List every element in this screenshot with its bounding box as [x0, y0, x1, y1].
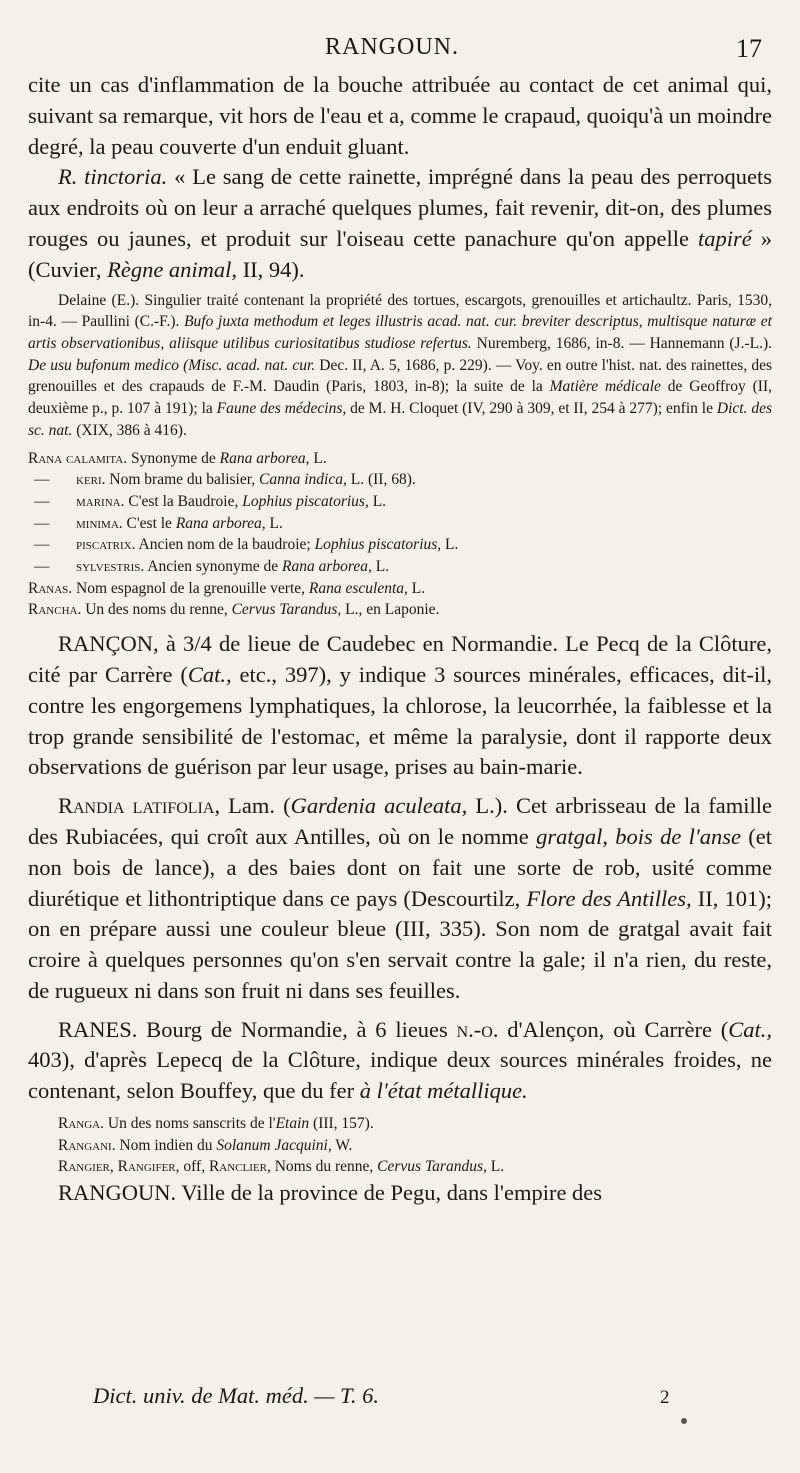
list-item: Rancha. Un des noms du renne, Cervus Tarandus, L., en Laponie.	[28, 601, 440, 619]
rana-entries	[28, 448, 772, 622]
list-item: Ranga. Un des noms sanscrits de l'Etain (III, 157).	[58, 1115, 374, 1133]
entry-rancon: RANÇON, à 3/4 de lieue de Caudebec en Normandie. Le Pecq de la Clôture, cité par Carrère (Cat., etc., 397), y indique 3 sources minérales, efficaces, dit-il, contre les engorgemens lymphatiques, la chlorose, la leucorrhée, la faiblesse et la trop grande sensibilité de l'estomac, et même la paralysie, dont il rapporte deux observations de guérison par leur usage, prises au bain-marie.	[28, 631, 772, 780]
list-item: Rana calamita. Synonyme de Rana arborea, L.	[28, 449, 327, 467]
signature-number: 2	[660, 1387, 670, 1408]
entry-rangoun: RANGOUN. Ville de la province de Pegu, dans l'empire des	[58, 1180, 603, 1206]
list-item: — marina. C'est la Baudroie, Lophius piscatorius, L.	[34, 492, 387, 510]
list-item: Rangier, Rangifer, off, Ranclier, Noms du renne, Cervus Tarandus, L.	[58, 1158, 505, 1176]
list-item: — keri. Nom brame du balisier, Canna indica, L. (II, 68).	[34, 471, 416, 489]
paragraph-continuation: cite un cas d'inflammation de la bouche attribuée au contact de cet animal qui, suivant sa remarque, vit hors de l'eau et a, comme le crapaud, quoiqu'à un moindre degré, la peau couverte d'un enduit gluant.	[28, 72, 772, 159]
small-entries	[28, 1113, 772, 1178]
list-item: Ranas. Nom espagnol de la grenouille verte, Rana esculenta, L.	[28, 579, 426, 597]
page-body	[28, 70, 772, 1209]
page-number: 17	[736, 34, 762, 63]
page-header	[0, 34, 800, 66]
entry-randia: Randia latifolia, Lam. (Gardenia aculeata, L.). Cet arbrisseau de la famille des Rubiacées, qui croît aux Antilles, où on le nomme gratgal, bois de l'anse (et non bois de lance), a des baies dont on fait une sorte de rob, usité comme diurétique et lithontriptique dans ce pays (Descourtilz, Flore des Antilles, II, 101); on en prépare aussi une couleur bleue (III, 335). Son nom de gratgal avait fait croire à quelques personnes qu'on s'en servait contre la gale; il n'a rien, du reste, de rugueux ni dans son fruit ni dans ses feuilles.	[28, 793, 773, 1003]
list-item: — minima. C'est le Rana arborea, L.	[34, 514, 283, 532]
list-item: — piscatrix. Ancien nom de la baudroie; Lophius piscatorius, L.	[34, 536, 459, 554]
paragraph-r-tinctoria: R. tinctoria. « Le sang de cette rainette, imprégné dans la peau des perroquets aux endroits où on leur a arraché quelques plumes, fait revenir, dit-on, des plumes rouges ou jaunes, et produit sur l'oiseau cette panachure qu'on appelle tapiré » (Cuvier, Règne animal, II, 94).	[28, 164, 772, 282]
page-footer	[0, 1383, 800, 1413]
signature-line: Dict. univ. de Mat. méd. — T. 6.	[93, 1383, 379, 1408]
species-name: R. tinctoria.	[58, 164, 168, 190]
list-item: Rangani. Nom indien du Solanum Jacquini, W.	[58, 1136, 353, 1154]
bibliography-note: Delaine (E.). Singulier traité contenant la propriété des tortues, escargots, grenouilles et artichaultz. Paris, 1530, in-4. — Paullini (C.-F.). Bufo juxta methodum et leges illustris acad. nat. cur. breviter descriptus, multisque naturæ et artis observationibus, aliisque utilibus curiositatibus studiose refertus. Nuremberg, 1686, in-8. — Hannemann (J.-L.). De usu bufonum medico (Misc. acad. nat. cur. Dec. II, A. 5, 1686, p. 229). — Voy. en outre l'hist. nat. des rainettes, des grenouilles et des crapauds de F.-M. Daudin (Paris, 1803, in-8); la suite de la Matière médicale de Geoffroy (II, deuxième p., p. 107 à 191); la Faune des médecins, de M. H. Cloquet (IV, 290 à 309, et II, 254 à 277); enfin le Dict. des sc. nat. (XIX, 386 à 416).	[28, 291, 772, 439]
list-item: — sylvestris. Ancien synonyme de Rana arborea, L.	[34, 558, 390, 576]
entry-ranes: RANES. Bourg de Normandie, à 6 lieues n.-o. d'Alençon, où Carrère (Cat., 403), d'après Lepecq de la Clôture, indique deux sources minérales froides, ne contenant, selon Bouffey, que du fer à l'état métallique.	[28, 1016, 773, 1104]
running-title: RANGOUN.	[325, 34, 459, 60]
ink-spot	[681, 1418, 687, 1424]
